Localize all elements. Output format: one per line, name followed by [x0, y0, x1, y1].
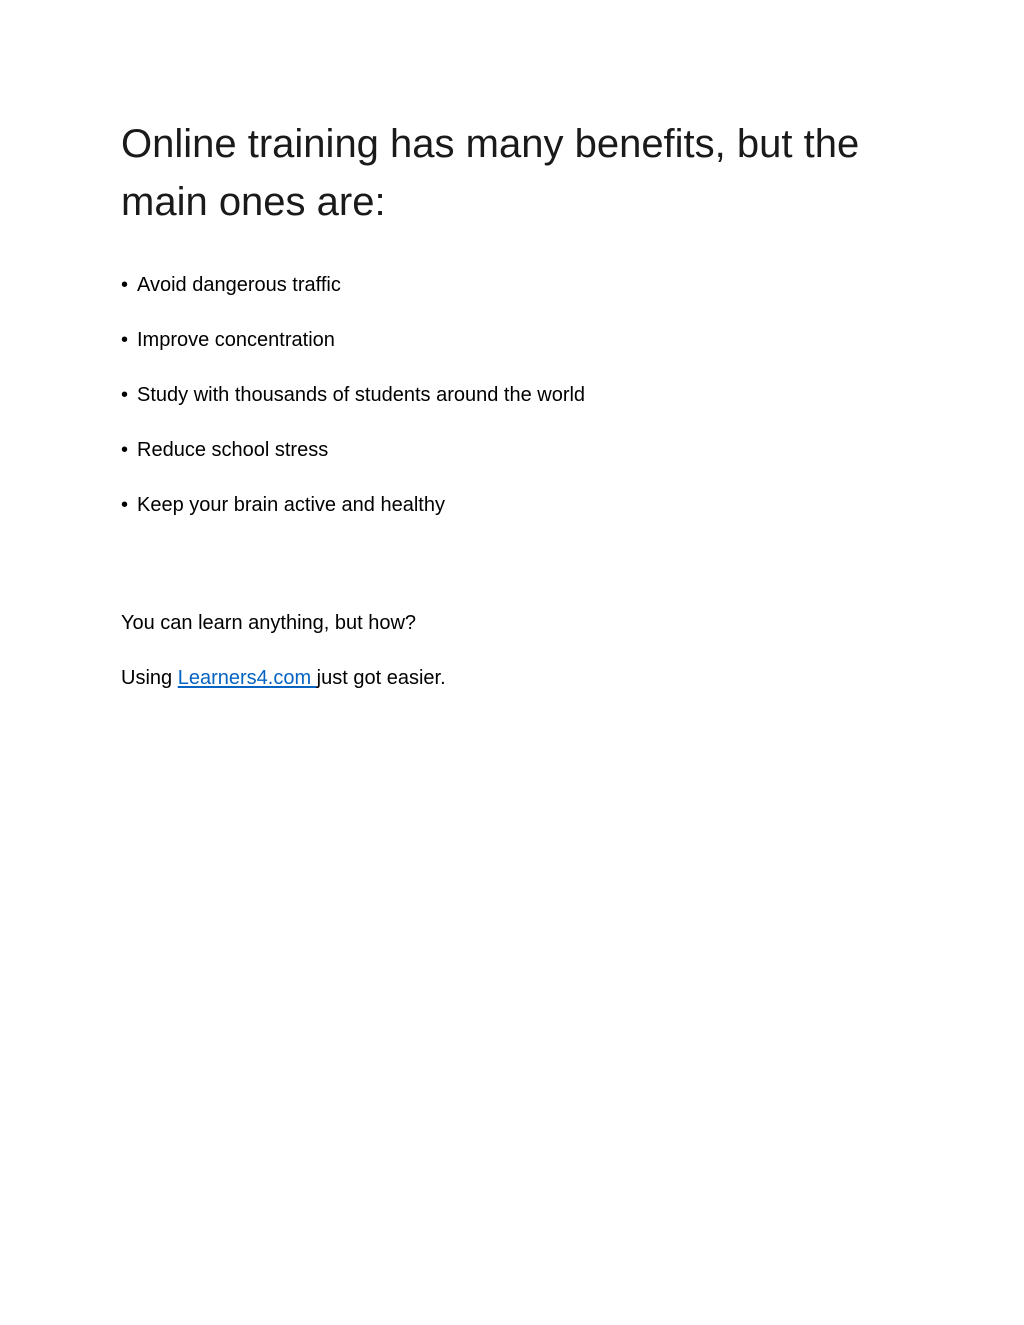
learners4-link[interactable]: Learners4.com	[177, 667, 317, 689]
bullet-icon: •	[121, 494, 129, 516]
benefits-list	[121, 270, 585, 545]
list-item	[121, 490, 585, 520]
bullet-icon: •	[121, 274, 129, 296]
benefit-text: Keep your brain active and healthy	[137, 494, 445, 516]
closing-suffix: just got easier.	[316, 667, 446, 689]
list-item	[121, 270, 585, 300]
page-title: Online training has many benefits, but the main ones are:	[121, 122, 860, 224]
list-item	[121, 325, 585, 355]
list-item	[121, 380, 585, 410]
benefit-text: Improve concentration	[137, 329, 335, 351]
bullet-icon: •	[121, 384, 129, 406]
closing-paragraph	[121, 663, 446, 693]
closing-prefix: Using	[121, 667, 178, 689]
list-item	[121, 435, 585, 465]
benefit-text: Avoid dangerous traffic	[137, 274, 341, 296]
bullet-icon: •	[121, 329, 129, 351]
benefit-text: Reduce school stress	[137, 439, 329, 461]
bullet-icon: •	[121, 439, 129, 461]
benefit-text: Study with thousands of students around the world	[137, 384, 586, 406]
question-paragraph: You can learn anything, but how?	[121, 612, 417, 634]
